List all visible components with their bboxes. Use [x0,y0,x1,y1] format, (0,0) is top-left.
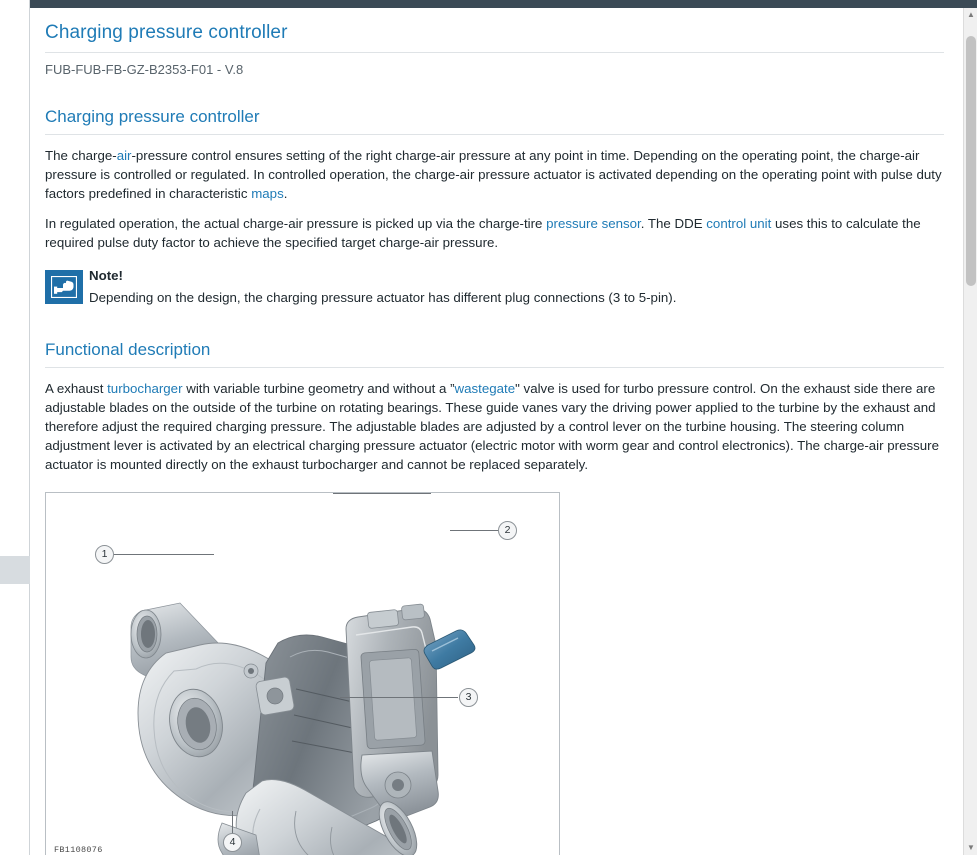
link-wastegate[interactable]: wastegate [454,381,516,396]
leader-line-3 [340,697,458,698]
leader-line-1b [114,554,214,555]
text-run: . The DDE [640,216,707,231]
leader-line-1 [333,493,431,494]
figure-caption: FB1108076 [54,845,103,855]
text-run: . [283,186,288,201]
paragraph-functional-description [45,379,944,474]
leader-line-2 [450,530,498,531]
text-run: uses this to calculate the required pulse duty factor to achieve the specified target charge-air pressure. [45,216,921,250]
figure-turbocharger [45,492,560,855]
callout-3[interactable]: 3 [459,688,478,707]
text-run: A exhaust [45,381,108,396]
pointing-hand-icon [45,270,83,304]
left-gutter-upper [0,0,30,556]
paragraph-regulated-operation [45,214,944,252]
link-turbocharger[interactable]: turbocharger [107,381,183,396]
section-heading-charging-pressure-controller: Charging pressure controller [45,107,944,135]
left-gutter-divider [0,556,30,584]
page-title: Charging pressure controller [45,22,944,53]
section-heading-functional-description: Functional description [45,340,944,368]
link-maps[interactable]: maps [251,186,284,201]
note-title: Note! [89,268,123,283]
link-air[interactable]: air [116,148,132,163]
note-box [45,268,944,310]
callout-1[interactable]: 1 [95,545,114,564]
left-gutter-lower [0,584,30,855]
text-run: In regulated operation, the actual charge-air pressure is picked up via the charge-tire [45,216,547,231]
scrollbar-thumb[interactable] [966,36,976,286]
text-run: -pressure control ensures setting of the right charge-air pressure at any point in time. Depending on the operating point, the charge-air pressure is controlled or regulated. In controlled operation, the charge-air pressure actuator is activated depending on the operating point with pulse duty factors predefined in characteristic [45,148,942,201]
callout-2[interactable]: 2 [498,521,517,540]
scroll-up-arrow-icon[interactable]: ▲ [967,10,975,19]
link-pressure-sensor[interactable]: pressure sensor [546,216,641,231]
document-content [31,8,962,855]
link-control-unit[interactable]: control unit [706,216,772,231]
left-gutter [0,0,30,855]
text-run: with variable turbine geometry and without a ” [182,381,455,396]
window-top-chrome [30,0,977,8]
callout-4[interactable]: 4 [223,833,242,852]
document-id: FUB-FUB-FB-GZ-B2353-F01 - V.8 [45,62,244,77]
text-run: The charge- [45,148,117,163]
scroll-down-arrow-icon[interactable]: ▼ [967,843,975,852]
vertical-scrollbar[interactable] [963,8,977,855]
note-text: Depending on the design, the charging pressure actuator has different plug connections (3 to 5-pin). [89,290,677,305]
paragraph-charge-air-control [45,146,944,203]
text-run: " valve is used for turbo pressure control. On the exhaust side there are adjustable blades on the outside of the turbine on rotating bearings. These guide vanes vary the driving power applied to the turbine by the exhaust and therefore adjust the required charging pressure. The adjustable blades are adjusted by a control lever on the turbine housing. The steering column adjustment lever is activated by an electrical charging pressure actuator (electric motor with worm gear and control electronics). The charge-air pressure actuator is mounted directly on the exhaust turbocharger and cannot be replaced separately. [45,381,939,472]
